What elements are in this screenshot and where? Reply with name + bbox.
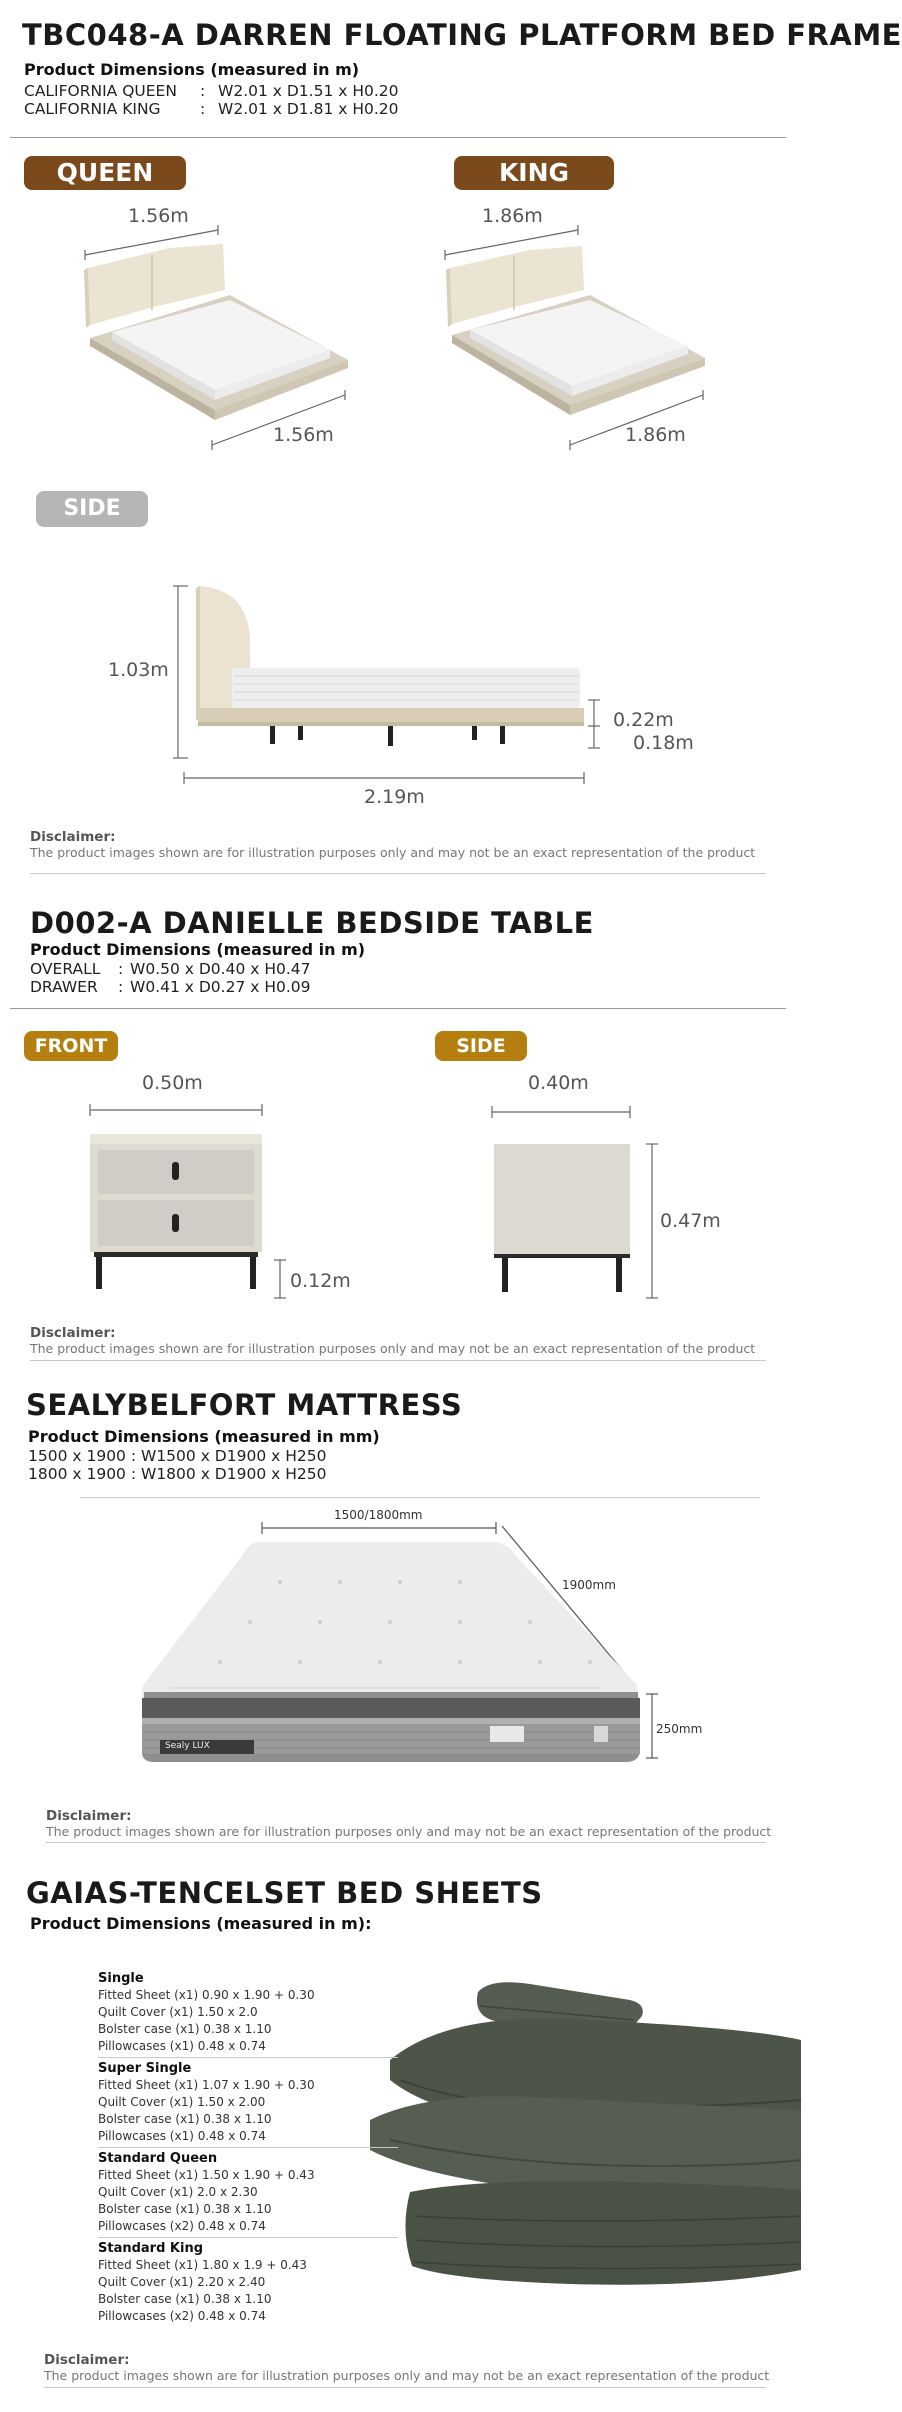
spec-sep: :: [118, 960, 124, 978]
king-tag: KING: [454, 156, 614, 190]
table-side-tag: SIDE: [435, 1031, 527, 1061]
spec-value: W0.50 x D0.40 x H0.47: [130, 960, 311, 978]
group-item: Fitted Sheet (x1) 0.90 x 1.90 + 0.30: [98, 1988, 315, 2002]
group-item: Bolster case (x1) 0.38 x 1.10: [98, 2022, 272, 2036]
table-side-image: [480, 1100, 700, 1310]
table-leg-dim: 0.12m: [290, 1270, 351, 1292]
sheets-disclaimer-text: The product images shown are for illustration purposes only and may not be an exact representation of the product: [44, 2368, 770, 2383]
group-item: Quilt Cover (x1) 1.50 x 2.0: [98, 2005, 258, 2019]
king-top-dim: 1.86m: [482, 205, 543, 227]
king-bed-image: [440, 200, 730, 460]
group-item: Bolster case (x1) 0.38 x 1.10: [98, 2292, 272, 2306]
group-item: Pillowcases (x2) 0.48 x 0.74: [98, 2219, 266, 2233]
bed-dims-heading: Product Dimensions (measured in m): [24, 60, 360, 79]
group-title: Standard Queen: [98, 2151, 218, 2166]
table-front-image: [80, 1100, 320, 1310]
group-item: Quilt Cover (x1) 2.0 x 2.30: [98, 2185, 258, 2199]
mattress-width-dim: 1500/1800mm: [334, 1508, 423, 1522]
spec-value: W2.01 x D1.81 x H0.20: [218, 100, 399, 118]
bed-length-dim: 2.19m: [364, 786, 425, 808]
group-item: Fitted Sheet (x1) 1.50 x 1.90 + 0.43: [98, 2168, 315, 2182]
sheets-dims-heading: Product Dimensions (measured in m):: [30, 1914, 372, 1933]
table-side-height-dim: 0.47m: [660, 1210, 721, 1232]
king-bottom-dim: 1.86m: [625, 424, 686, 446]
bed-frame-dim: 0.22m: [613, 709, 674, 731]
group-item: Pillowcases (x1) 0.48 x 0.74: [98, 2129, 266, 2143]
mattress-height-dim: 250mm: [656, 1722, 703, 1736]
sheets-group-super-single: [98, 2060, 315, 2145]
divider: [30, 1360, 766, 1361]
spec-value: W2.01 x D1.51 x H0.20: [218, 82, 399, 100]
bed-side-tag: SIDE: [36, 491, 148, 527]
spec-label: CALIFORNIA KING: [24, 100, 161, 118]
group-item: Bolster case (x1) 0.38 x 1.10: [98, 2112, 272, 2126]
spec-label: CALIFORNIA QUEEN: [24, 82, 177, 100]
table-front-width-dim: 0.50m: [142, 1072, 203, 1094]
divider: [98, 2057, 398, 2058]
bed-side-image: [170, 580, 640, 780]
table-disclaimer-text: The product images shown are for illustration purposes only and may not be an exact representation of the product: [30, 1341, 756, 1356]
queen-bottom-dim: 1.56m: [273, 424, 334, 446]
sheets-disclaimer-title: Disclaimer:: [44, 2352, 130, 2368]
spec-label: DRAWER: [30, 978, 98, 996]
mattress-disclaimer-text: The product images shown are for illustration purposes only and may not be an exact representation of the product: [46, 1824, 772, 1839]
group-item: Pillowcases (x2) 0.48 x 0.74: [98, 2309, 266, 2323]
group-item: Fitted Sheet (x1) 1.07 x 1.90 + 0.30: [98, 2078, 315, 2092]
mattress-brand-logo: Sealy LUX: [165, 1741, 210, 1751]
table-side-depth-dim: 0.40m: [528, 1072, 589, 1094]
table-spec-overall: [30, 960, 311, 978]
bed-spec-queen: [24, 82, 399, 100]
group-item: Pillowcases (x1) 0.48 x 0.74: [98, 2039, 266, 2053]
group-title: Single: [98, 1971, 144, 1986]
mattress-dims-heading: Product Dimensions (measured in mm): [28, 1427, 380, 1446]
group-title: Standard King: [98, 2241, 204, 2256]
spec-sep: :: [200, 82, 206, 100]
sheets-group-standard-queen: [98, 2150, 315, 2235]
queen-bed-image: [80, 200, 360, 460]
spec-label: OVERALL: [30, 960, 101, 978]
divider: [10, 137, 786, 138]
spec-value: W0.41 x D0.27 x H0.09: [130, 978, 311, 996]
group-item: Fitted Sheet (x1) 1.80 x 1.9 + 0.43: [98, 2258, 307, 2272]
spec-sep: :: [118, 978, 124, 996]
group-item: Quilt Cover (x1) 2.20 x 2.40: [98, 2275, 266, 2289]
divider: [80, 1497, 760, 1498]
mattress-depth-dim: 1900mm: [562, 1578, 616, 1592]
sheets-group-standard-king: [98, 2240, 307, 2325]
divider: [30, 873, 766, 874]
divider: [98, 2147, 398, 2148]
mattress-spec-2: 1800 x 1900 : W1800 x D1900 x H250: [28, 1465, 327, 1483]
table-spec-drawer: [30, 978, 311, 996]
queen-top-dim: 1.56m: [128, 205, 189, 227]
table-disclaimer-title: Disclaimer:: [30, 1325, 116, 1341]
sheets-image: [330, 1970, 801, 2300]
mattress-disclaimer-title: Disclaimer:: [46, 1808, 132, 1824]
bed-disclaimer-text: The product images shown are for illustration purposes only and may not be an exact representation of the product: [30, 845, 756, 860]
group-title: Super Single: [98, 2061, 192, 2076]
divider: [10, 1008, 786, 1009]
group-item: Bolster case (x1) 0.38 x 1.10: [98, 2202, 272, 2216]
mattress-spec-1: 1500 x 1900 : W1500 x D1900 x H250: [28, 1447, 327, 1465]
mattress-image: [130, 1512, 690, 1782]
bed-title: TBC048-A DARREN FLOATING PLATFORM BED FRAME: [22, 18, 902, 52]
divider: [44, 2387, 766, 2388]
spec-sep: :: [200, 100, 206, 118]
bed-height-dim: 1.03m: [108, 659, 169, 681]
table-front-tag: FRONT: [24, 1031, 118, 1061]
bed-spec-king: [24, 100, 399, 118]
group-item: Quilt Cover (x1) 1.50 x 2.00: [98, 2095, 266, 2109]
sheets-group-single: [98, 1970, 315, 2055]
table-title: D002-A DANIELLE BEDSIDE TABLE: [30, 906, 594, 940]
divider: [98, 2237, 398, 2238]
sheets-title: GAIAS-TENCELSET BED SHEETS: [26, 1876, 543, 1910]
table-dims-heading: Product Dimensions (measured in m): [30, 940, 366, 959]
bed-platform-dim: 0.18m: [633, 732, 694, 754]
queen-tag: QUEEN: [24, 156, 186, 190]
mattress-title: SEALYBELFORT MATTRESS: [26, 1388, 463, 1422]
bed-disclaimer-title: Disclaimer:: [30, 829, 116, 845]
divider: [46, 1842, 766, 1843]
